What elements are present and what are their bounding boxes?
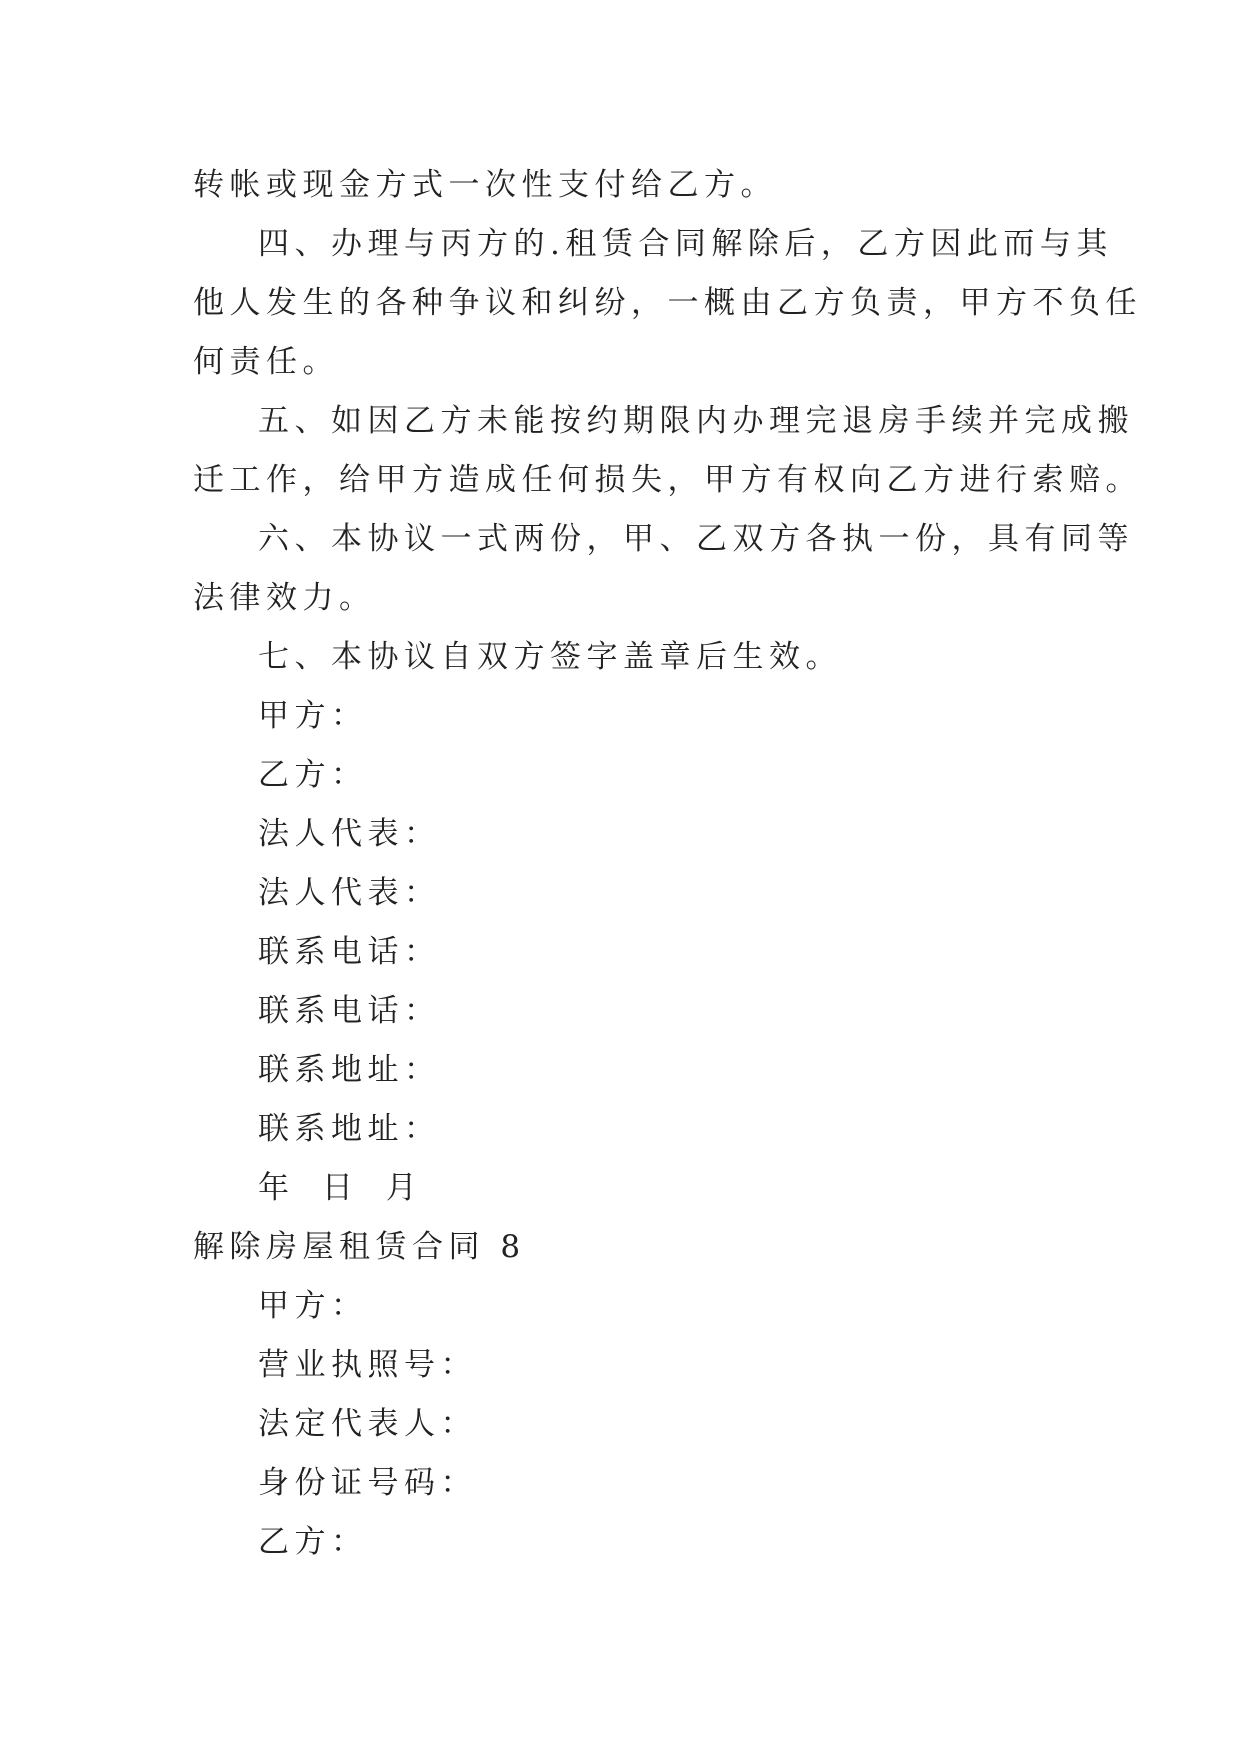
party-a-label: 甲方： xyxy=(258,1288,368,1324)
party-b-label: 乙方： xyxy=(258,1524,368,1560)
date-label: 年 日 月 xyxy=(258,1170,423,1206)
legal-rep-label: 法人代表： xyxy=(258,875,441,911)
clause-five-line: 迁工作，给甲方造成任何损失，甲方有权向乙方进行索赔。 xyxy=(193,462,1142,498)
clause-six-line: 六、本协议一式两份，甲、乙双方各执一份，具有同等 xyxy=(258,521,1134,557)
legal-rep-label: 法人代表： xyxy=(258,816,441,852)
clause-four-line: 何责任。 xyxy=(193,344,339,380)
party-a-label: 甲方： xyxy=(258,698,368,734)
id-number-label: 身份证号码： xyxy=(258,1465,477,1501)
address-label: 联系地址： xyxy=(258,1111,441,1147)
section-heading: 解除房屋租赁合同 8 xyxy=(193,1229,526,1265)
phone-label: 联系电话： xyxy=(258,934,441,970)
legal-representative-label: 法定代表人： xyxy=(258,1406,477,1442)
party-b-label: 乙方： xyxy=(258,757,368,793)
address-label: 联系地址： xyxy=(258,1052,441,1088)
business-license-label: 营业执照号： xyxy=(258,1347,477,1383)
paragraph-line: 转帐或现金方式一次性支付给乙方。 xyxy=(193,167,777,203)
phone-label: 联系电话： xyxy=(258,993,441,1029)
clause-six-line: 法律效力。 xyxy=(193,580,376,616)
clause-seven-line: 七、本协议自双方签字盖章后生效。 xyxy=(258,639,842,675)
clause-four-line: 他人发生的各种争议和纠纷，一概由乙方负责，甲方不负任 xyxy=(193,285,1142,321)
clause-five-line: 五、如因乙方未能按约期限内办理完退房手续并完成搬 xyxy=(258,403,1134,439)
clause-four-line: 四、办理与丙方的.租赁合同解除后，乙方因此而与其 xyxy=(258,226,1113,262)
